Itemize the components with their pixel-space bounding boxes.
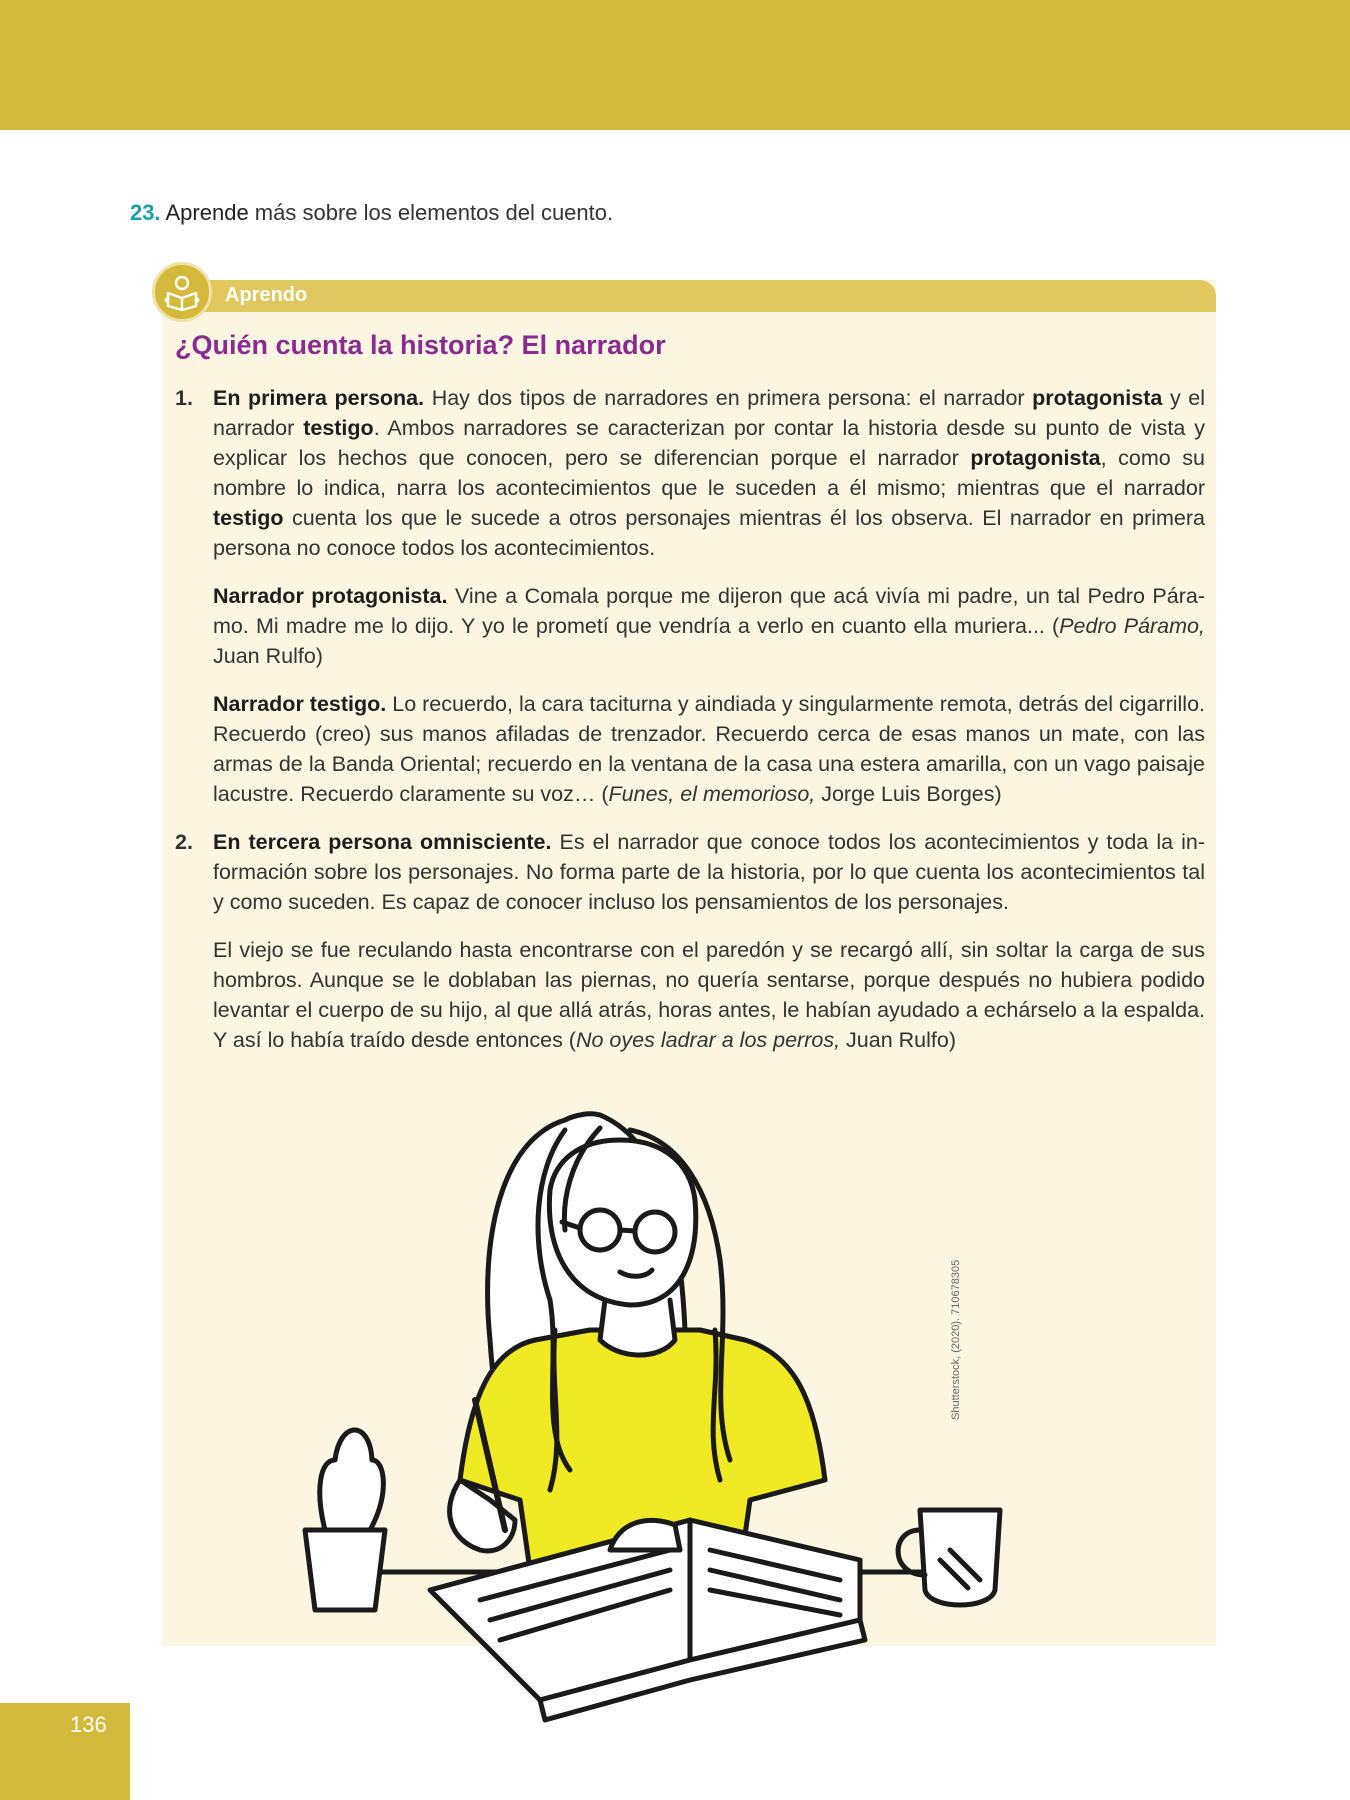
text-run: cuenta los que le sucede a otros personajes mientras él los observa. El narrador en primera persona no conoce todos los acontecimientos. <box>213 506 1205 560</box>
example-text: Lo recuerdo, la cara taciturna y aindiada y singularmente remota, detrás del cigarrillo. Recuerdo (creo) sus manos afiladas de trenzador. Recuerdo cerca de esas manos un mate, con las armas de la Banda Oriental; recuerdo en la ventana de la casa una estera amarilla, con un vago paisaje lacustre. Recuerdo claramente su voz… ( <box>213 692 1205 806</box>
list-item <box>175 383 1205 809</box>
example-text: Vine a Comala porque me dijeron que acá vivía mi padre, un tal Pedro Pára-mo. Mi madre me lo dijo. Y yo le prometí que vendría a verlo en cuanto ella muriera... ( <box>213 584 1205 638</box>
example-lead: Narrador testigo. <box>213 692 387 716</box>
example-omnisciente <box>213 935 1205 1055</box>
activity-number: 23. <box>130 200 161 225</box>
content <box>175 383 1205 1073</box>
item-paragraph <box>213 827 1205 917</box>
text-run: y el narrador <box>213 386 1206 440</box>
example-author: Juan Rulfo) <box>213 644 323 668</box>
bold-term: protagonista <box>970 446 1101 470</box>
bold-term: testigo <box>213 506 284 530</box>
bold-term: protagonista <box>1032 386 1163 410</box>
bold-term: testigo <box>303 416 374 440</box>
example-lead: Narrador protagonista. <box>213 584 448 608</box>
example-text: El viejo se fue reculando hasta encontrarse con el paredón y se recargó allí, sin soltar la carga de sus hombros. Aunque se le doblaban las piernas, no quería sentarse, porque después no hubiera podido levantar el cuerpo de su hijo, al que allá atrás, horas antes, le habían ayudado a echárselo a la espalda. Y así lo había traído desde entonces ( <box>213 938 1205 1052</box>
page-number-tab <box>0 1703 130 1800</box>
cactus <box>320 1430 384 1530</box>
item-lead: En primera persona. <box>213 386 425 410</box>
text-run: . Ambos narradores se caracterizan por contar la historia desde su punto de vista y explicar los hechos que conocen, pero se diferencian porque el narrador <box>213 416 1205 470</box>
reader-badge <box>152 262 212 322</box>
reading-person-icon <box>163 273 201 311</box>
aprendo-label: Aprendo <box>225 284 308 306</box>
item-paragraph <box>213 383 1205 563</box>
image-credit: Shutterstock, (2020). 710678305 <box>950 1259 962 1420</box>
example-testigo <box>213 689 1205 809</box>
top-color-band <box>0 0 1350 130</box>
example-author: Jorge Luis Borges) <box>815 782 1002 806</box>
aprendo-header-bar <box>162 280 1216 312</box>
activity-instruction <box>130 200 613 226</box>
text-run: Hay dos tipos de narradores en primera persona: el narrador <box>424 386 1033 410</box>
section-title: ¿Quién cuenta la historia? El narrador <box>175 330 666 360</box>
example-protagonista <box>213 581 1205 671</box>
text-run: Es el narrador que conoce todos los acontecimientos y toda la in-formación sobre los personajes. No forma parte de la historia, por lo que cuenta los acontecimientos tal y como suceden. Es capaz de conocer incluso los pensamientos de los personajes. <box>213 830 1205 914</box>
page-number: 136 <box>70 1712 107 1737</box>
text-run: , como su nombre lo indica, narra los acontecimientos que le suceden a él mismo; mientras que el narrador <box>213 446 1205 500</box>
list-item <box>175 827 1205 1055</box>
item-number: 2. <box>175 830 193 854</box>
item-number: 1. <box>175 386 193 410</box>
example-source: Pedro Páramo, <box>1059 614 1205 638</box>
activity-verb: Aprende <box>165 200 249 225</box>
cactus-pot <box>305 1530 385 1610</box>
girl-writing-illustration <box>300 1100 1060 1730</box>
example-source: No oyes ladrar a los perros, <box>575 1028 841 1052</box>
item-lead: En tercera persona omnisciente. <box>213 830 552 854</box>
activity-text: más sobre los elementos del cuento. <box>248 200 614 225</box>
example-author: Juan Rulfo) <box>840 1028 956 1052</box>
example-source: Funes, el memorioso, <box>608 782 816 806</box>
